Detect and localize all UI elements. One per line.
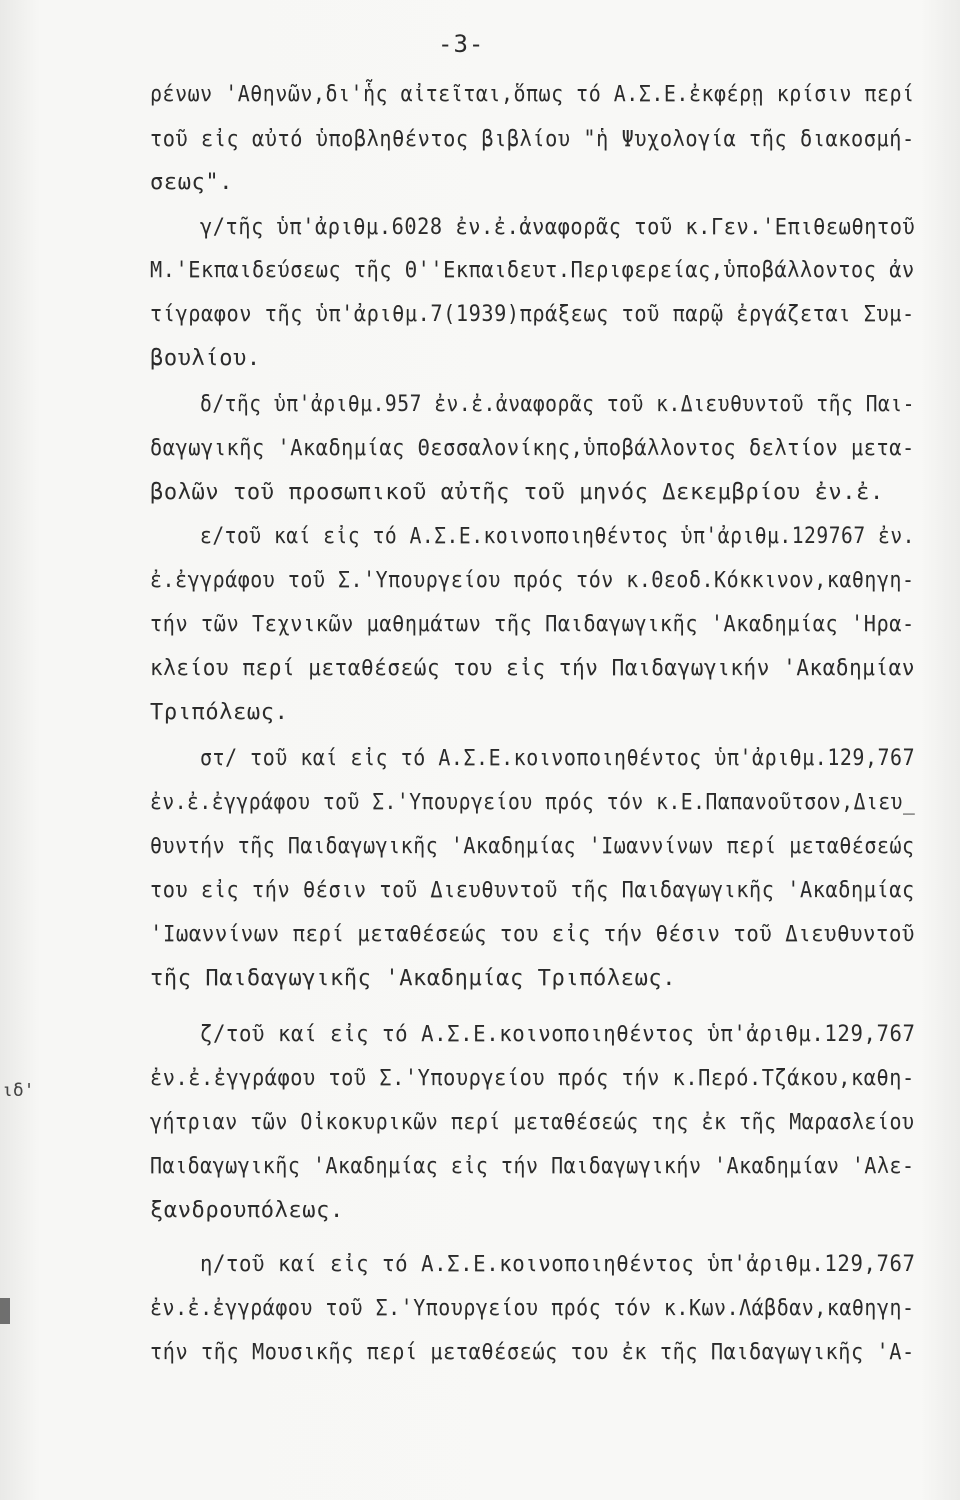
text-line: τήν τῆς Μουσικῆς περί μεταθέσεώς του ἐκ τῆς Παιδαγωγικῆς 'Α- — [150, 1340, 915, 1365]
text-line: Παιδαγωγικῆς 'Ακαδημίας εἰς τήν Παιδαγωγικήν 'Ακαδημίαν 'Αλε- — [150, 1154, 915, 1179]
text-line: η/τοῦ καί εἰς τό Α.Σ.Ε.κοινοποιηθέντος ὑπ'ἀριθμ.129,767 — [200, 1252, 916, 1277]
text-line: γ/τῆς ὑπ'ἀριθμ.6028 ἐν.ἐ.ἀναφορᾶς τοῦ κ.Γεν.'Επιθεωθητοῦ — [200, 215, 916, 240]
text-line: ξανδρουπόλεως. — [150, 1198, 344, 1223]
text-line: 'Ιωαννίνων περί μεταθέσεώς του εἰς τήν θέσιν τοῦ Διευθυντοῦ — [150, 922, 915, 947]
text-line: ἐν.ἐ.ἐγγράφου τοῦ Σ.'Υπουργείου πρός τόν κ.Ε.Παπανοῦτσον,Διευ_ — [150, 790, 916, 815]
text-line: ἐν.ἐ.ἐγγράφου τοῦ Σ.'Υπουργείου πρός τόν κ.Κων.Λάβδαν,καθηγη- — [150, 1296, 915, 1321]
text-line: τήν τῶν Τεχνικῶν μαθημάτων τῆς Παιδαγωγικῆς 'Ακαδημίας 'Ηρα- — [150, 612, 915, 637]
margin-note: ιδ' — [2, 1080, 35, 1101]
text-line: του εἰς τήν θέσιν τοῦ Διευθυντοῦ τῆς Παιδαγωγικῆς 'Ακαδημίας — [150, 878, 915, 903]
text-line: σεως". — [150, 170, 234, 195]
text-line: γήτριαν τῶν Οἰκοκυρικῶν περί μεταθέσεώς της ἐκ τῆς Μαρασλείου — [150, 1110, 915, 1135]
text-line: τοῦ εἰς αὐτό ὑποβληθέντος βιβλίου "ἡ Ψυχολογία τῆς διακοσμή- — [150, 127, 915, 152]
text-line: θυντήν τῆς Παιδαγωγικῆς 'Ακαδημίας 'Ιωαννίνων περί μεταθέσεώς — [150, 834, 915, 859]
text-line: κλείου περί μεταθέσεώς του εἰς τήν Παιδαγωγικήν 'Ακαδημίαν — [150, 656, 916, 681]
text-line: στ/ τοῦ καί εἰς τό Α.Σ.Ε.κοινοποιηθέντος ὑπ'ἀριθμ.129,767 — [200, 746, 916, 771]
text-line: τῆς Παιδαγωγικῆς 'Ακαδημίας Τριπόλεως. — [150, 966, 677, 991]
page-number: -3- — [438, 30, 485, 58]
text-line: ρένων 'Αθηνῶν,δι'ἧς αἰτεῖται,ὅπως τό Α.Σ.Ε.ἐκφέρῃ κρίσιν περί — [150, 82, 915, 107]
margin-mark — [0, 1298, 10, 1324]
text-line: βολῶν τοῦ προσωπικοῦ αὐτῆς τοῦ μηνός Δεκεμβρίου ἐν.ἐ. — [150, 480, 884, 505]
text-line: βουλίου. — [150, 346, 261, 371]
text-line: ζ/τοῦ καί εἰς τό Α.Σ.Ε.κοινοποιηθέντος ὑπ'ἀριθμ.129,767 — [200, 1022, 916, 1047]
text-line: Μ.'Εκπαιδεύσεως τῆς Θ''Εκπαιδευτ.Περιφερείας,ὑποβάλλοντος ἀν — [150, 258, 915, 283]
text-line: ἐ.ἐγγράφου τοῦ Σ.'Υπουργείου πρός τόν κ.Θεοδ.Κόκκινον,καθηγη- — [150, 568, 915, 593]
text-line: ε/τοῦ καί εἰς τό Α.Σ.Ε.κοινοποιηθέντος ὑπ'ἀριθμ.129767 ἐν. — [200, 524, 916, 549]
text-line: Τριπόλεως. — [150, 700, 289, 725]
text-line: δαγωγικῆς 'Ακαδημίας Θεσσαλονίκης,ὑποβάλλοντος δελτίον μετα- — [150, 436, 915, 461]
text-line: ἐν.ἐ.ἐγγράφου τοῦ Σ.'Υπουργείου πρός τήν κ.Περό.Τζάκου,καθη- — [150, 1066, 915, 1091]
text-line: δ/τῆς ὑπ'ἀριθμ.957 ἐν.ἐ.ἀναφορᾶς τοῦ κ.Διευθυντοῦ τῆς Παι- — [200, 392, 916, 417]
text-line: τίγραφον τῆς ὑπ'ἀριθμ.7(1939)πράξεως τοῦ παρῷ ἐργάζεται Συμ- — [150, 302, 915, 327]
